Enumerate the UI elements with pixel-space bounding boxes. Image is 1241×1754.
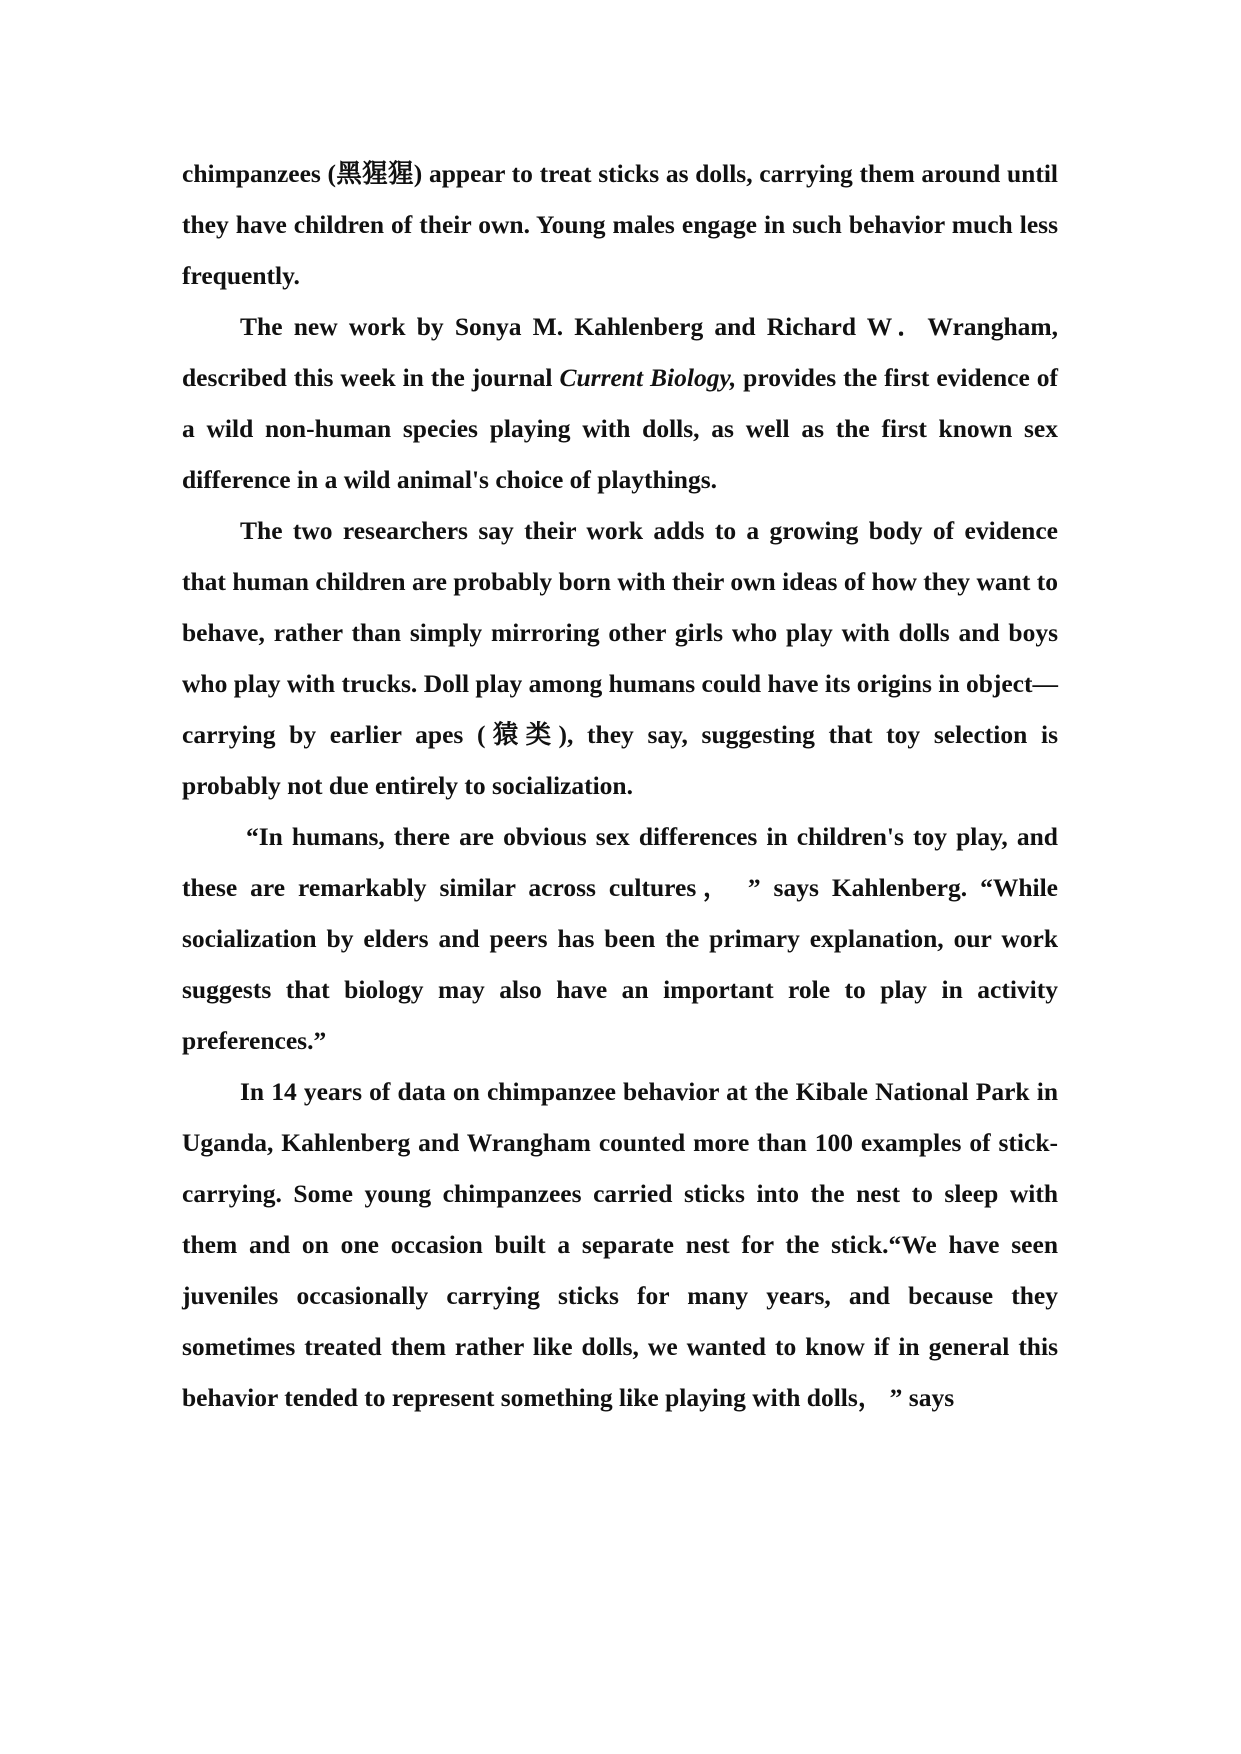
paragraph-1-text: chimpanzees (黑猩猩) appear to treat sticks as dolls, carrying them around until they have children of their own. Young males engage in such behavior much less frequently. <box>182 159 1058 290</box>
paragraph-2 <box>182 301 1058 505</box>
paragraph-3 <box>182 505 1058 811</box>
paragraph-4 <box>182 811 1058 1066</box>
paragraph-5 <box>182 1066 1058 1423</box>
document-page <box>182 148 1058 1423</box>
journal-name: Current Biology, <box>559 363 737 392</box>
paragraph-2-text-after: provides the first evidence of a wild non-human species playing with dolls, as well as the first known sex difference in a wild animal's choice of playthings. <box>182 363 1059 494</box>
paragraph-1 <box>182 148 1058 301</box>
paragraph-2-text-before: The new work by Sonya M. Kahlenberg and Richard W．Wrangham, described this week in the journal <box>182 312 1058 392</box>
paragraph-3-text: The two researchers say their work adds to a growing body of evidence that human children are probably born with their own ideas of how they want to behave, rather than simply mirroring other girls who play with dolls and boys who play with trucks. Doll play among humans could have its origins in object—carrying by earlier apes (猿类), they say, suggesting that toy selection is probably not due entirely to socialization. <box>182 516 1058 800</box>
paragraph-5-text: In 14 years of data on chimpanzee behavior at the Kibale National Park in Uganda, Kahlenberg and Wrangham counted more than 100 examples of stick-carrying. Some young chimpanzees carried sticks into the nest to sleep with them and on one occasion built a separate nest for the stick.“We have seen juveniles occasionally carrying sticks for many years, and because they sometimes treated them rather like dolls, we wanted to know if in general this behavior tended to represent something like playing with dolls， ” says <box>182 1077 1058 1412</box>
paragraph-4-text: “In humans, there are obvious sex differences in children's toy play, and these are remarkably similar across cultures， ” says Kahlenberg. “While socialization by elders and peers has been the primary explanation, our work suggests that biology may also have an important role to play in activity preferences.” <box>182 822 1058 1055</box>
